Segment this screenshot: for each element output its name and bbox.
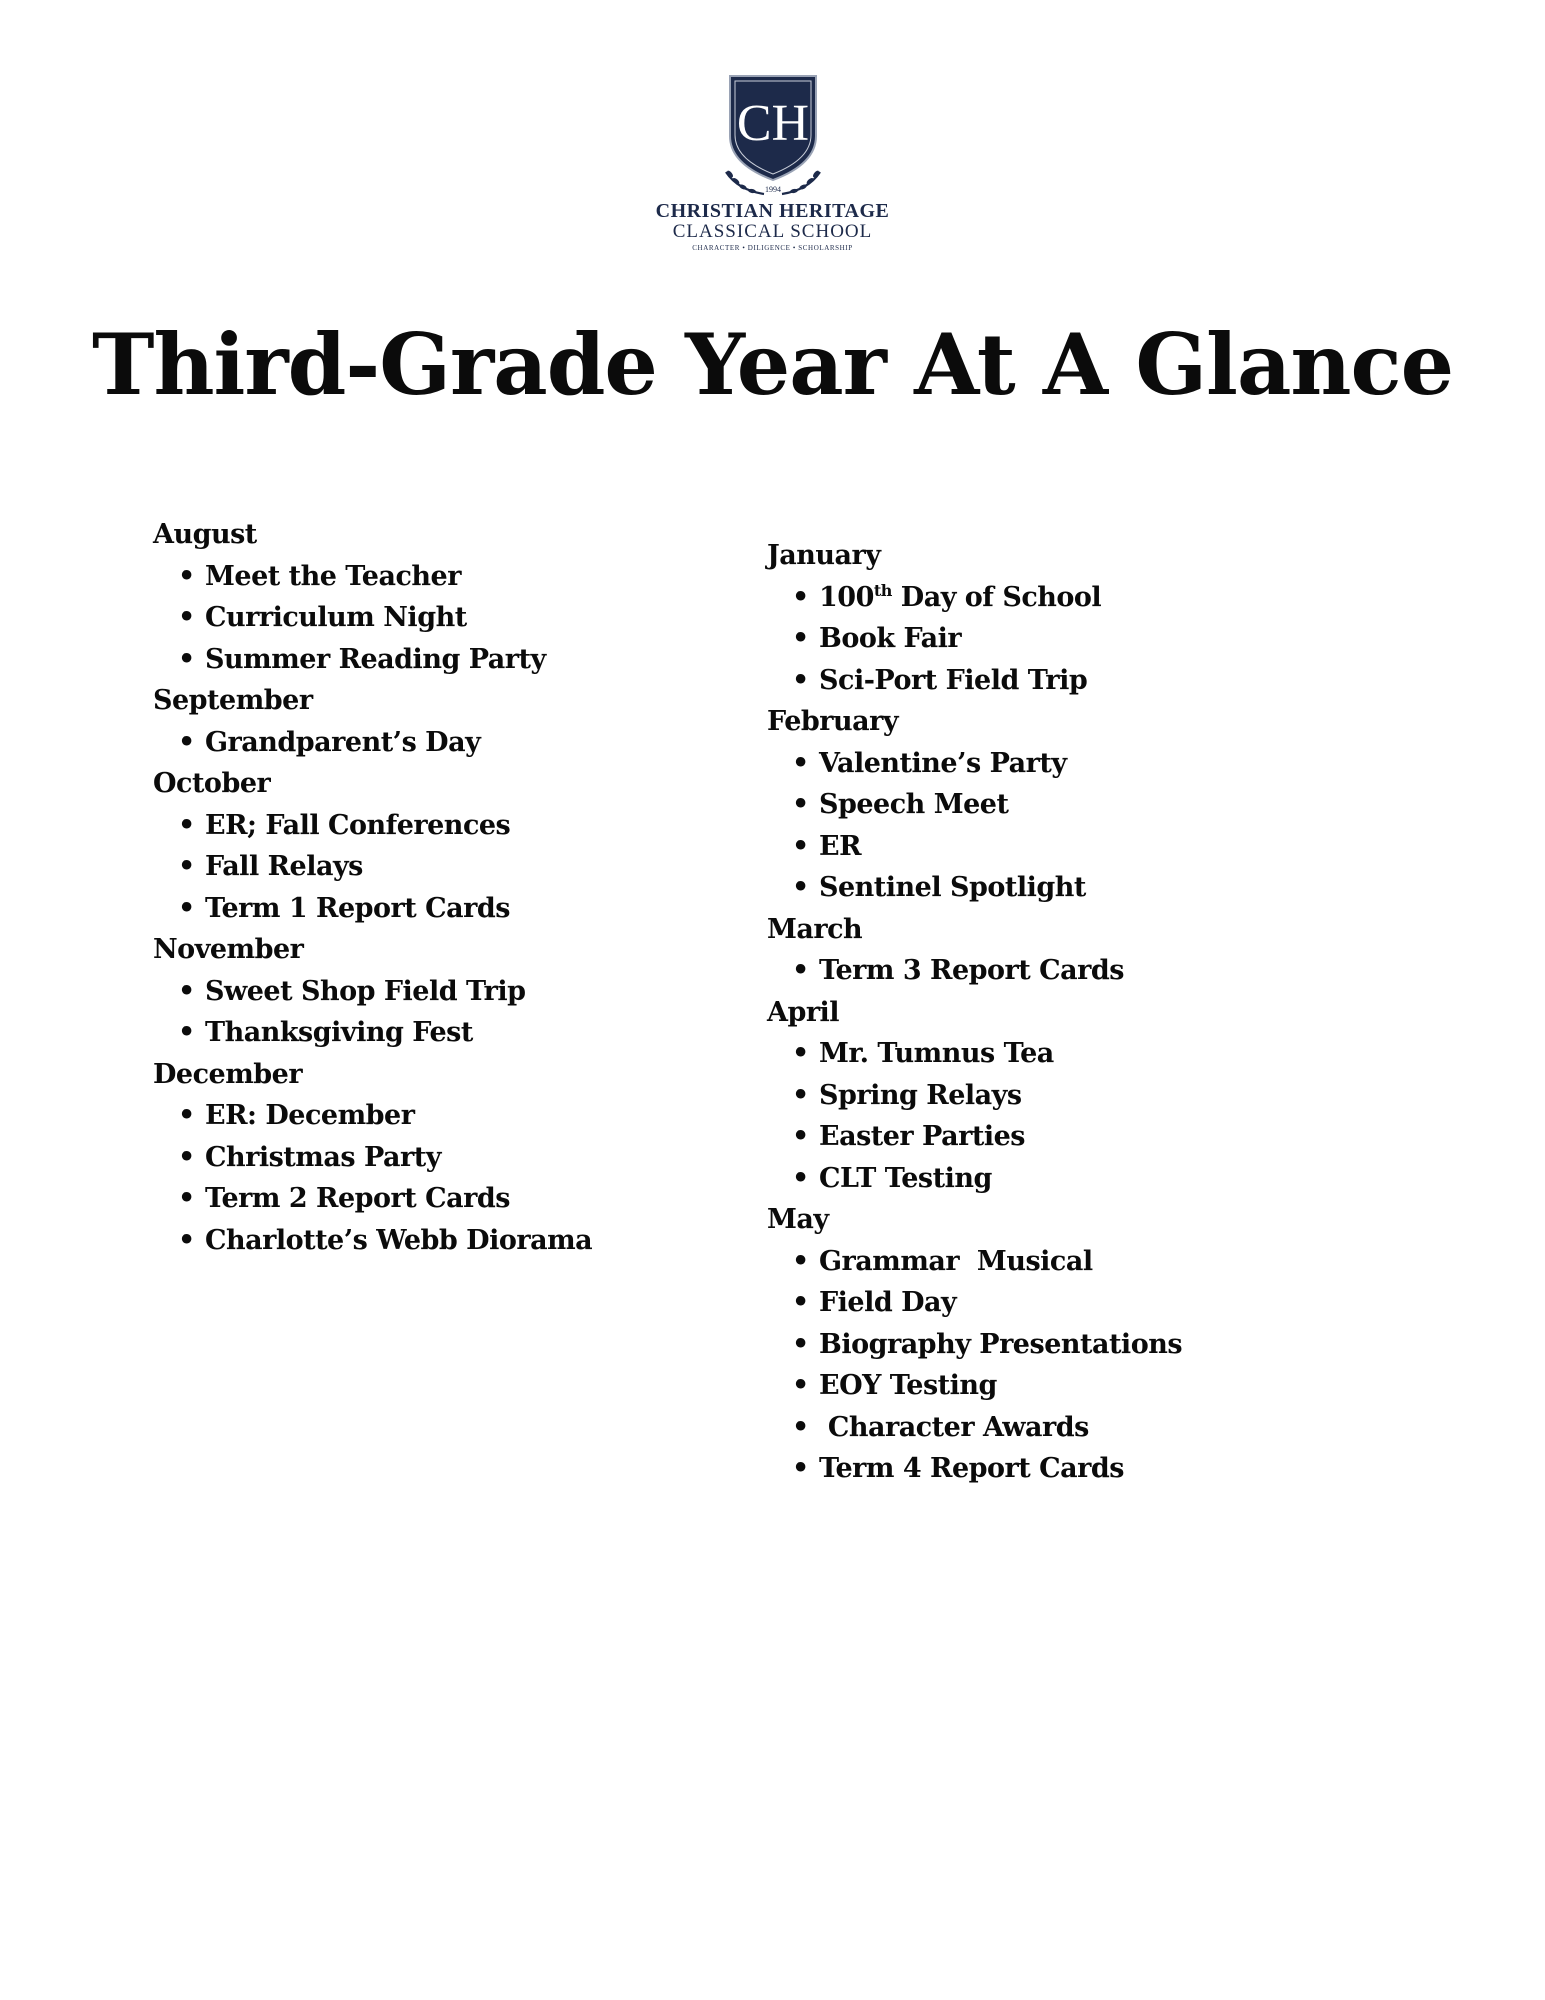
event-list: [767, 577, 1387, 702]
bullet-icon: •: [792, 1453, 809, 1484]
bullet-icon: •: [792, 1287, 809, 1318]
list-item: [767, 826, 1387, 868]
list-item: [767, 1116, 1387, 1158]
bullet-icon: •: [178, 643, 195, 675]
event-label: Term 2 Report Cards: [205, 1183, 510, 1214]
event-label: Christmas Party: [205, 1141, 441, 1173]
list-item: [153, 1178, 773, 1220]
month-heading: January: [767, 540, 881, 571]
list-item: [767, 577, 1387, 619]
list-item: [767, 1282, 1387, 1324]
list-item: [153, 1220, 773, 1262]
school-logo: [600, 68, 945, 254]
event-label: ER; Fall Conferences: [205, 809, 511, 841]
bullet-icon: •: [178, 975, 195, 1007]
bullet-icon: •: [792, 1121, 809, 1152]
bullet-icon: •: [792, 623, 809, 654]
bullet-icon: •: [178, 892, 195, 924]
bullet-icon: •: [792, 1162, 809, 1194]
list-item: [153, 1137, 773, 1179]
bullet-icon: •: [792, 1245, 809, 1277]
event-label: Mr. Tumnus Tea: [819, 1038, 1054, 1069]
event-label: Easter Parties: [819, 1121, 1025, 1152]
event-list: [767, 1241, 1387, 1490]
event-label: [819, 582, 1101, 613]
crest-monogram: CH: [736, 95, 809, 152]
bullet-icon: •: [792, 872, 809, 903]
list-item: [153, 639, 773, 681]
event-label: ER: [819, 830, 862, 862]
event-label: EOY Testing: [819, 1370, 997, 1401]
list-item: [153, 846, 773, 888]
bullet-icon: •: [792, 830, 809, 862]
bullet-icon: •: [178, 1100, 195, 1131]
list-item: [153, 597, 773, 639]
list-item: [767, 618, 1387, 660]
event-label: Sci-Port Field Trip: [819, 664, 1088, 696]
list-item: [767, 1324, 1387, 1366]
event-list: [153, 556, 773, 681]
event-list: [153, 971, 773, 1054]
list-item: [767, 743, 1387, 785]
list-item: [153, 556, 773, 598]
event-label: Fall Relays: [205, 851, 363, 882]
event-label: Field Day: [819, 1287, 957, 1318]
list-item: [153, 1012, 773, 1054]
list-item: [767, 1033, 1387, 1075]
list-item: [153, 888, 773, 930]
event-label: Sentinel Spotlight: [819, 872, 1086, 903]
school-name: CHRISTIAN HERITAGE: [655, 200, 890, 222]
list-item: [767, 950, 1387, 992]
event-label: Valentine’s Party: [819, 747, 1067, 779]
list-item: [153, 1095, 773, 1137]
list-item: [767, 784, 1387, 826]
month-heading: November: [153, 934, 304, 965]
bullet-icon: •: [792, 1328, 809, 1360]
bullet-icon: •: [178, 602, 195, 633]
bullet-icon: •: [178, 1183, 195, 1214]
hundredth-suffix: th: [873, 580, 892, 600]
month-heading: September: [153, 685, 313, 716]
bullet-icon: •: [792, 747, 809, 779]
month-heading: October: [153, 768, 271, 799]
event-label: Spring Relays: [819, 1079, 1022, 1111]
event-list: [767, 1033, 1387, 1199]
bullet-icon: •: [178, 809, 195, 841]
month-heading: December: [153, 1058, 303, 1090]
bullet-icon: •: [792, 1079, 809, 1111]
hundredth-rest: Day of School: [891, 581, 1102, 613]
month-heading: May: [767, 1204, 829, 1235]
bullet-icon: •: [792, 1370, 809, 1401]
month-heading: August: [153, 519, 257, 550]
list-item: [767, 867, 1387, 909]
bullet-icon: •: [178, 851, 195, 882]
list-item: [767, 1075, 1387, 1117]
bullet-icon: •: [792, 581, 809, 613]
bullet-icon: •: [178, 560, 195, 592]
list-item: [767, 1407, 1387, 1449]
event-label: Thanksgiving Fest: [205, 1017, 473, 1048]
event-label: Summer Reading Party: [205, 643, 546, 675]
event-label: Charlotte’s Webb Diorama: [205, 1224, 593, 1256]
event-label: Grammar Musical: [819, 1245, 1093, 1277]
month-heading: April: [767, 996, 840, 1028]
bullet-icon: •: [178, 1017, 195, 1048]
event-label: Term 4 Report Cards: [819, 1453, 1124, 1484]
event-label: Sweet Shop Field Trip: [205, 975, 526, 1007]
event-label: CLT Testing: [819, 1162, 992, 1194]
bullet-icon: •: [178, 1224, 195, 1256]
page-title: Third-Grade Year At A Glance: [91, 315, 1454, 414]
event-label: Meet the Teacher: [205, 560, 461, 592]
month-heading: March: [767, 913, 863, 945]
list-item: [153, 805, 773, 847]
month-heading: February: [767, 706, 899, 737]
event-label: Term 3 Report Cards: [819, 955, 1124, 986]
bullet-icon: •: [792, 664, 809, 696]
event-list: [153, 1095, 773, 1261]
event-list: [767, 743, 1387, 909]
event-label: ER: December: [205, 1100, 415, 1131]
event-label: Grandparent’s Day: [205, 726, 481, 758]
left-column: [153, 514, 773, 1261]
event-label: Term 1 Report Cards: [205, 892, 510, 924]
bullet-icon: •: [178, 1141, 195, 1173]
list-item: [767, 1158, 1387, 1200]
bullet-icon: •: [792, 1038, 809, 1069]
bullet-icon: •: [792, 955, 809, 986]
event-label: Curriculum Night: [205, 602, 467, 633]
bullet-icon: •: [178, 726, 195, 758]
event-list: [153, 805, 773, 930]
event-label: Biography Presentations: [819, 1328, 1183, 1360]
list-item: [767, 1448, 1387, 1490]
school-crest-icon: [718, 68, 828, 198]
school-tagline: CHARACTER • DILIGENCE • SCHOLARSHIP: [692, 244, 853, 252]
right-column: [767, 535, 1387, 1490]
crest-year: 1994: [764, 185, 781, 194]
bullet-icon: •: [792, 789, 809, 820]
list-item: [767, 660, 1387, 702]
event-label: Book Fair: [819, 623, 962, 654]
event-list: [153, 722, 773, 764]
event-label: Character Awards: [819, 1411, 1089, 1443]
event-list: [767, 950, 1387, 992]
list-item: [767, 1241, 1387, 1283]
list-item: [153, 722, 773, 764]
list-item: [767, 1365, 1387, 1407]
list-item: [153, 971, 773, 1013]
bullet-icon: •: [792, 1411, 809, 1443]
hundredth-number: 100: [819, 581, 874, 613]
event-label: Speech Meet: [819, 789, 1009, 820]
school-subname: CLASSICAL SCHOOL: [672, 221, 873, 242]
